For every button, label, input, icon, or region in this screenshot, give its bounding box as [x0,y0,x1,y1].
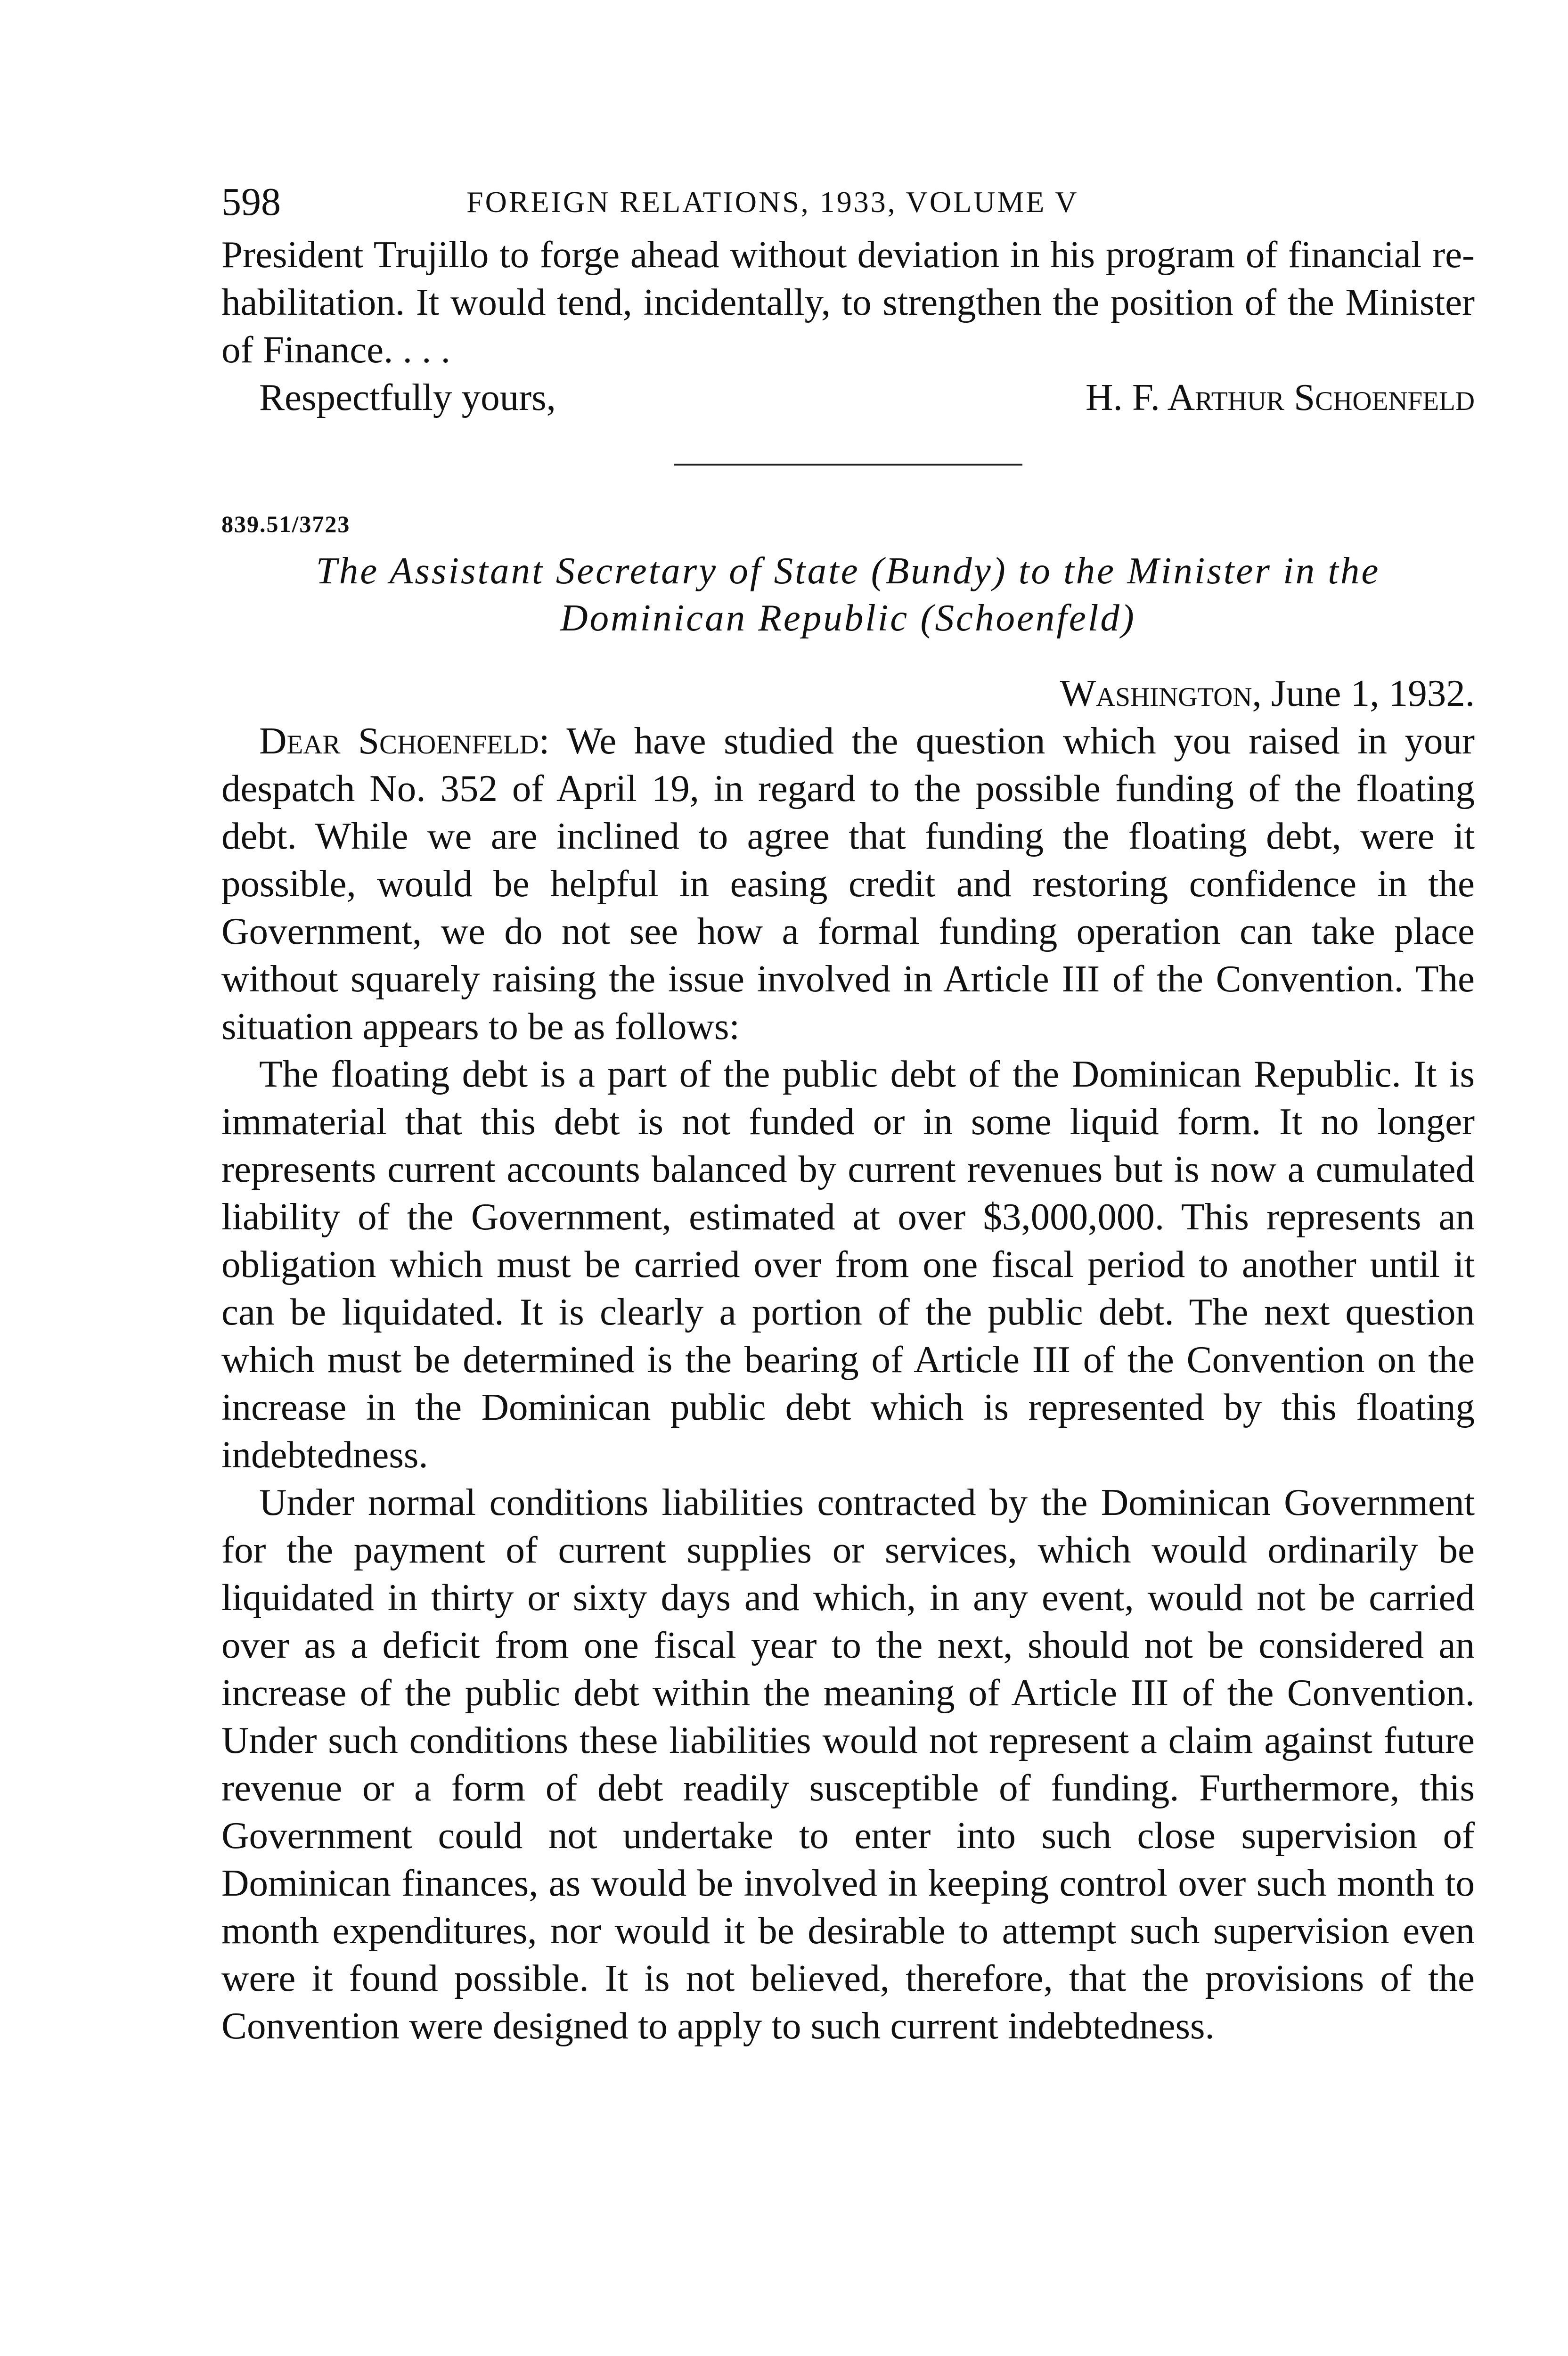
file-number: 839.51/3723 [221,511,351,537]
paragraph-2: The floating debt is a part of the public debt of the Dominican Republic. It is immaterial that this debt is not funded or in some liquid form. It no longer represents current accounts balanced by current revenues but is now a cumulated liability of the Government, estimated at over $3,000,000. This represents an obligation which must be carried over from one fiscal period to another until it can be liquidated. It is clearly a portion of the public debt. The next question which must be determined is the bearing of Article III of the Convention on the increase in the Dominican public debt which is represented by this floating indebtedness. [221,1053,1475,1476]
page-number: 598 [221,180,281,224]
running-header [221,179,1475,231]
signature: H. F. Arthur Schoenfeld [1086,376,1475,418]
letter-body [221,717,1475,2050]
dateline-date: June 1, 1932. [1271,672,1475,714]
paragraph-3: Under normal conditions liabilities contracted by the Dominican Government for the payment of current supplies or services, which would ordinarily be liquidated in thirty or sixty days and which, in any event, would not be carried over as a deficit from one fiscal year to the next, should not be considered an increase of the public debt within the meaning of Article III of the Convention. Under such conditions these liabilities would not represent a claim against future revenue or a form of debt readily susceptible of funding. Furthermore, this Government could not undertake to enter into such close supervision of Dominican finances, as would be involved in keeping control over such month to month expenditures, nor would it be desirable to attempt such supervision even were it found possible. It is not believed, therefore, that the provisions of the Convention were designed to apply to such current indebtedness. [221,1481,1475,2047]
paragraph-1 [221,717,1475,1050]
prior-letter-continuation: President Trujillo to forge ahead without deviation in his program of financial re-habilitation. It would tend, incidentally, to strengthen the position of the Minister of Finance. . . . [221,233,1475,371]
section-divider [674,464,1022,466]
prior-letter [221,231,1475,374]
document-page [221,179,1475,2050]
paragraph-1-text: We have studied the question which you raised in your despatch No. 352 of April 19, in regard to the possible funding of the floating debt. While we are inclined to agree that funding the floating debt, were it possible, would be helpful in easing credit and restoring confidence in the Government, we do not see how a formal funding operation can take place without squarely raising the issue involved in Article III of the Convention. The situation appears to be as follows: [221,720,1475,1047]
complimentary-closing: Respectfully yours, [259,376,556,418]
dateline [221,670,1475,717]
running-title: FOREIGN RELATIONS, 1933, VOLUME V [466,185,1079,219]
document-heading: The Assistant Secretary of State (Bundy) to the Minister in the Dominican Republic (Schoenfeld) [316,549,1380,639]
dateline-place: Washington, [1060,672,1262,714]
closing-line [221,374,1475,421]
salutation: Dear Schoenfeld: [259,720,550,762]
